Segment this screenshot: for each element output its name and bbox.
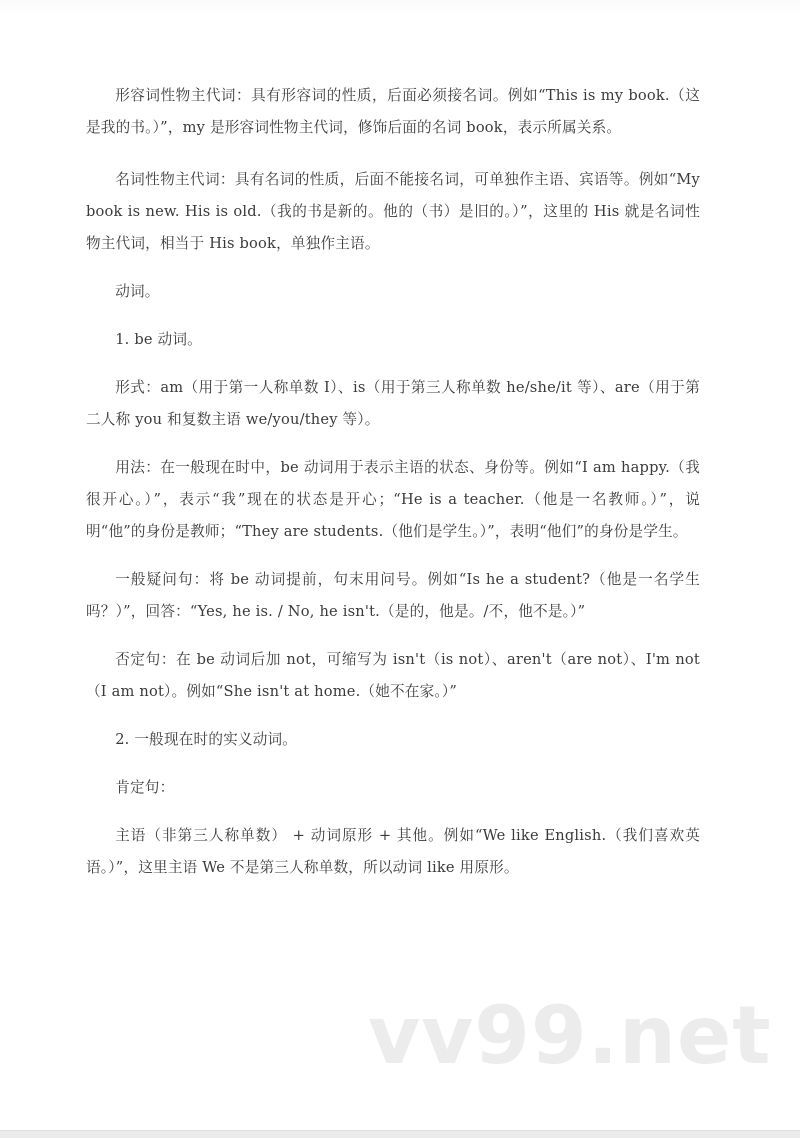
paragraph-spacer xyxy=(86,436,700,452)
paragraph-be-forms: 形式：am（用于第一人称单数 I）、is（用于第三人称单数 he/she/it 等）、are（用于第二人称 you 和复数主语 we/you/they 等）。 xyxy=(86,379,700,428)
document-page xyxy=(86,80,700,884)
paragraph-spacer xyxy=(86,628,700,644)
heading-affirmative: 肯定句： xyxy=(115,779,175,796)
heading-verbs: 动词。 xyxy=(115,283,160,300)
page-top-edge xyxy=(0,0,800,18)
paragraph-negative: 否定句：在 be 动词后加 not，可缩写为 isn't（is not）、aren't（are not）、I'm not（I am not）。例如“She isn't at home.（她不在家。）” xyxy=(86,651,700,700)
paragraph-noun-possessive: 名词性物主代词：具有名词的性质，后面不能接名词，可单独作主语、宾语等。例如“My book is new. His is old.（我的书是新的。他的（书）是旧的。）”，这里的 His 就是名词性物主代词，相当于 His book，单独作主语。 xyxy=(86,171,700,252)
paragraph-spacer xyxy=(86,260,700,276)
heading-be-verb: 1. be 动词。 xyxy=(115,331,202,348)
paragraph-affirmative-rule: 主语（非第三人称单数） + 动词原形 + 其他。例如“We like English.（我们喜欢英语。）”，这里主语 We 不是第三人称单数，所以动词 like 用原形。 xyxy=(86,827,700,876)
paragraph-spacer xyxy=(86,308,700,324)
heading-action-verbs: 2. 一般现在时的实义动词。 xyxy=(115,731,298,748)
paragraph-spacer xyxy=(86,708,700,724)
paragraph-spacer xyxy=(86,756,700,772)
paragraph-spacer xyxy=(86,356,700,372)
paragraph-be-usage: 用法：在一般现在时中，be 动词用于表示主语的状态、身份等。例如“I am happy.（我很开心。）”，表示“我”现在的状态是开心；“He is a teacher.（他是一名教师。）”，说明“他”的身份是教师；“They are students.（他们是学生。）”，表明“他们”的身份是学生。 xyxy=(86,459,700,540)
paragraph-adjective-possessive: 形容词性物主代词：具有形容词的性质，后面必须接名词。例如“This is my book.（这是我的书。）”，my 是形容词性物主代词，修饰后面的名词 book，表示所属关系。 xyxy=(86,87,700,136)
watermark: vv99.net xyxy=(368,989,772,1082)
paragraph-yes-no-question: 一般疑问句：将 be 动词提前，句末用问号。例如“Is he a student?（他是一名学生吗？）”，回答：“Yes, he is. / No, he isn't.（是的，他是。/不，他不是。）” xyxy=(86,571,700,620)
paragraph-spacer xyxy=(86,144,700,164)
paragraph-spacer xyxy=(86,804,700,820)
paragraph-spacer xyxy=(86,548,700,564)
